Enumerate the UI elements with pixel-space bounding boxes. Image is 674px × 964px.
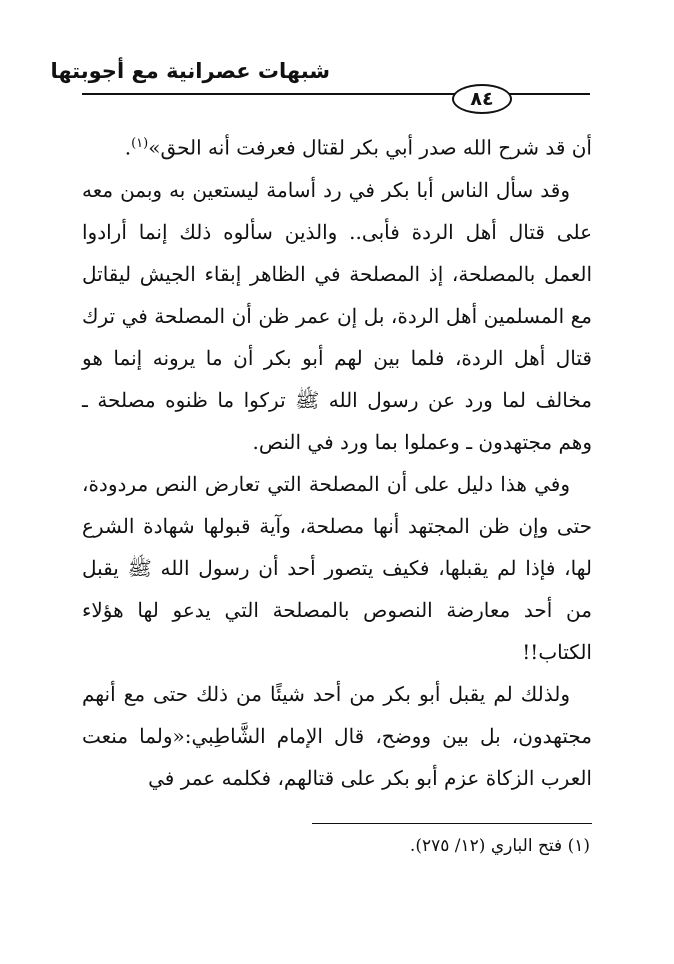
running-title: شبهات عصرانية مع أجوبتها bbox=[50, 59, 330, 83]
footnote-marker: (١) bbox=[131, 136, 149, 151]
footnote: (١) فتح الباري (١٢/ ٢٧٥). bbox=[409, 836, 590, 856]
header-rule bbox=[82, 93, 590, 95]
paragraph-2: وقد سأل الناس أبا بكر في رد أسامة ليستعين به وبمن معه على قتال أهل الردة فأبى.. والذين سألوه ذلك إنما أرادوا العمل بالمصلحة، إذ المصلحة في الظاهر إبقاء الجيش ليقاتل مع المسلمين أهل الردة، بل إن عمر ظن أن المصلحة في ترك قتال أهل الردة، فلما بين لهم أبو بكر أن ما يرونه إنما هو مخالف لما ورد عن رسول الله ﷺ تركوا ما ظنوه مصلحة ـ وهم مجتهدون ـ وعملوا بما ورد في النص. bbox=[82, 177, 593, 454]
paragraph-4: ولذلك لم يقبل أبو بكر من أحد شيئًا من ذلك حتى مع أنهم مجتهدون، بل بين ووضح، قال الإمام الشَّاطِبي:«ولما منعت العرب الزكاة عزم أبو بكر على قتالهم، فكلمه عمر في bbox=[82, 681, 592, 790]
body-text bbox=[82, 123, 592, 799]
paragraph-3: وفي هذا دليل على أن المصلحة التي تعارض النص مردودة، حتى وإن ظن المجتهد أنها مصلحة، وآية قبولها شهادة الشرع لها، فإذا لم يقبلها، فكيف يتصور أحد أن رسول الله ﷺ يقبل من أحد معارضة النصوص بالمصلحة التي يدعو لها هؤلاء الكتاب!! bbox=[82, 471, 592, 664]
paragraph-1: أن قد شرح الله صدر أبي بكر لقتال فعرفت أنه الحق»$^{(١)}$. bbox=[124, 135, 592, 160]
page-number: ٨٤ bbox=[452, 84, 512, 114]
footnote-rule bbox=[312, 823, 592, 824]
